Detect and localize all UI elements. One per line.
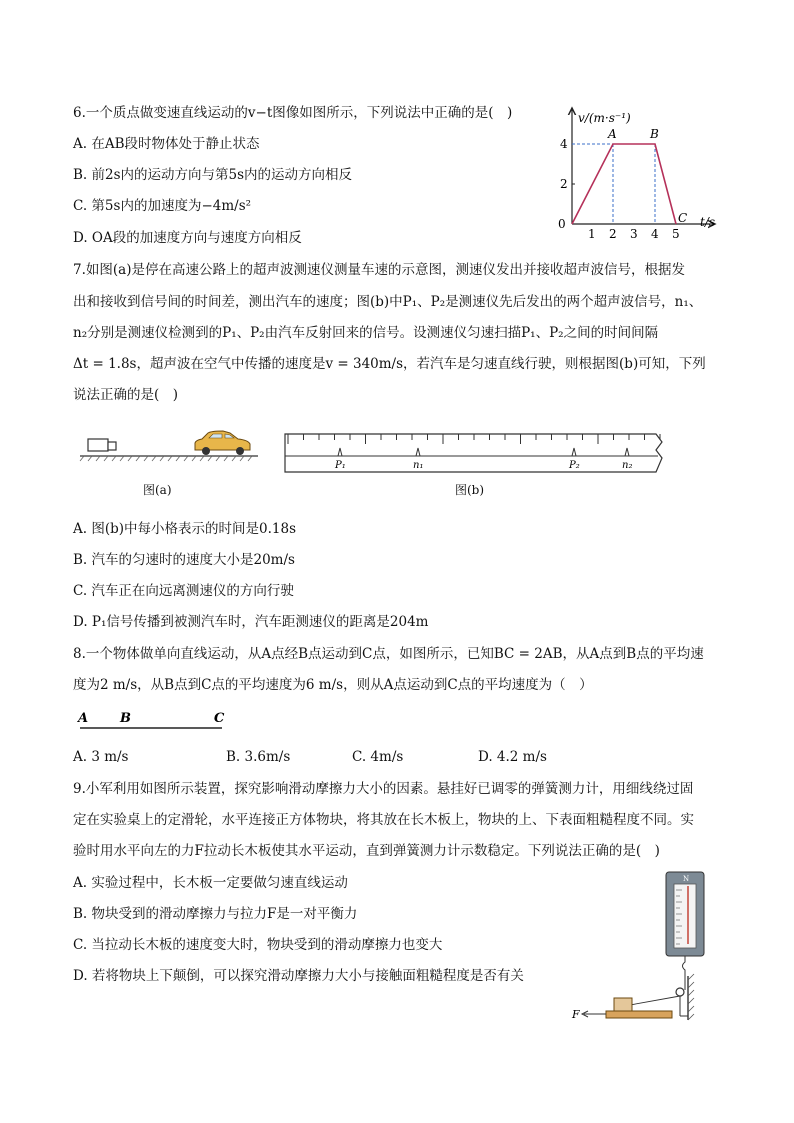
point-a: A bbox=[78, 711, 89, 726]
q9-option-c: C. 当拉动长木板的速度变大时，物块受到的滑动摩擦力也变大 bbox=[73, 937, 443, 953]
q9-stem-line-3: 验时用水平向左的力F拉动长木板使其水平运动，直到弹簧测力计示数稳定。下列说法正确的是( ) bbox=[73, 843, 660, 859]
q7-stem-line-4: Δt = 1.8s，超声波在空气中传播的速度是v = 340m/s，若汽车是匀速直线行驶，则根据图(b)可知，下列 bbox=[73, 356, 706, 372]
x-axis-label: t/s bbox=[700, 215, 716, 229]
q6-option-d: D. OA段的加速度方向与速度方向相反 bbox=[73, 230, 302, 246]
friction-apparatus bbox=[570, 868, 720, 1026]
spring-scale bbox=[666, 872, 704, 990]
fig-a-caption: 图(a) bbox=[143, 483, 172, 497]
pulley-icon bbox=[676, 988, 684, 996]
q7-option-c: C. 汽车正在向远离测速仪的方向行驶 bbox=[73, 583, 294, 599]
speed-gun-body bbox=[88, 439, 108, 451]
xtick-3: 3 bbox=[630, 227, 638, 241]
scale-unit-label: N bbox=[683, 875, 690, 883]
fig-b-illustration bbox=[280, 430, 670, 478]
q9-option-a: A. 实验过程中，长木板一定要做匀速直线运动 bbox=[73, 875, 348, 891]
point-c: C bbox=[214, 711, 225, 726]
q7-stem-line-2: 出和接收到信号间的时间差，测出汽车的速度；图(b)中P₁、P₂是测速仪先后发出的两个超声波信号，n₁、 bbox=[73, 294, 703, 310]
point-b-label: B bbox=[650, 127, 659, 141]
q7-option-b: B. 汽车的匀速时的速度大小是20m/s bbox=[73, 552, 295, 568]
point-a-label: A bbox=[608, 127, 617, 141]
speed-gun-lens bbox=[108, 442, 116, 450]
q6-option-c: C. 第5s内的加速度为−4m/s² bbox=[73, 198, 252, 214]
q9-stem-line-1: 9.小军利用如图所示装置，探究影响滑动摩擦力大小的因素。悬挂好已调零的弹簧测力计，用细线绕过固 bbox=[73, 781, 694, 797]
q7-stem-line-1: 7.如图(a)是停在高速公路上的超声波测速仪测量车速的示意图，测速仪发出并接收超声波信号，根据发 bbox=[73, 262, 685, 278]
ytick-4: 4 bbox=[560, 137, 568, 151]
q7-option-a: A. 图(b)中每小格表示的时间是0.18s bbox=[73, 521, 296, 537]
vt-graph bbox=[550, 100, 720, 250]
vt-line bbox=[572, 144, 676, 224]
xtick-2: 2 bbox=[609, 227, 617, 241]
xtick-4: 4 bbox=[651, 227, 659, 241]
q9-option-b: B. 物块受到的滑动摩擦力与拉力F是一对平衡力 bbox=[73, 906, 358, 922]
point-b: B bbox=[120, 711, 131, 726]
q9-option-d: D. 若将物块上下颠倒，可以探究滑动摩擦力大小与接触面粗糙程度是否有关 bbox=[73, 968, 524, 984]
xtick-1: 1 bbox=[588, 227, 596, 241]
ytick-2: 2 bbox=[560, 177, 568, 191]
label-n2: n₂ bbox=[622, 460, 633, 471]
q7-stem-line-3: n₂分别是测速仪检测到的P₁、P₂由汽车反射回来的信号。设测速仪匀速扫描P₁、P₂之间的时间间隔 bbox=[73, 325, 659, 341]
point-c-label: C bbox=[678, 211, 688, 225]
q6-option-b: B. 前2s内的运动方向与第5s内的运动方向相反 bbox=[73, 167, 353, 183]
label-p2: P₂ bbox=[569, 460, 580, 471]
q8-option-c: C. 4m/s bbox=[352, 749, 404, 765]
q9-stem-line-2: 定在实验桌上的定滑轮，水平连接正方体物块，将其放在长木板上，物块的上、下表面粗糙程度不同。实 bbox=[73, 812, 694, 828]
q8-option-d: D. 4.2 m/s bbox=[478, 749, 547, 765]
fig-b-caption: 图(b) bbox=[455, 483, 485, 497]
q8-line-diagram bbox=[72, 708, 242, 734]
car-icon bbox=[195, 431, 250, 455]
block-icon bbox=[614, 998, 632, 1011]
long-board bbox=[606, 1011, 672, 1018]
q6-option-a: A. 在AB段时物体处于静止状态 bbox=[73, 136, 260, 152]
label-n1: n₁ bbox=[413, 460, 424, 471]
q7-stem-line-5: 说法正确的是( ) bbox=[73, 387, 179, 403]
label-p1: P₁ bbox=[335, 460, 346, 471]
q8-stem-line-1: 8.一个物体做单向直线运动，从A点经B点运动到C点，如图所示，已知BC = 2AB，从A点到B点的平均速 bbox=[73, 646, 704, 662]
q8-option-b: B. 3.6m/s bbox=[226, 749, 291, 765]
q8-option-a: A. 3 m/s bbox=[73, 749, 129, 765]
q8-stem-line-2: 度为2 m/s，从B点到C点的平均速度为6 m/s，则从A点运动到C点的平均速度为（ ） bbox=[73, 677, 593, 693]
q7-option-d: D. P₁信号传播到被测汽车时，汽车距测速仪的距离是204m bbox=[73, 614, 429, 630]
fig-a-illustration bbox=[78, 425, 263, 465]
y-axis-label: v/(m·s⁻¹) bbox=[578, 111, 631, 125]
force-label: F bbox=[572, 1008, 580, 1021]
xtick-5: 5 bbox=[672, 227, 680, 241]
q6-stem: 6.一个质点做变速直线运动的v−t图像如图所示，下列说法中正确的是( ) bbox=[73, 105, 513, 121]
origin-label: 0 bbox=[558, 217, 566, 231]
string-line bbox=[630, 996, 680, 1005]
